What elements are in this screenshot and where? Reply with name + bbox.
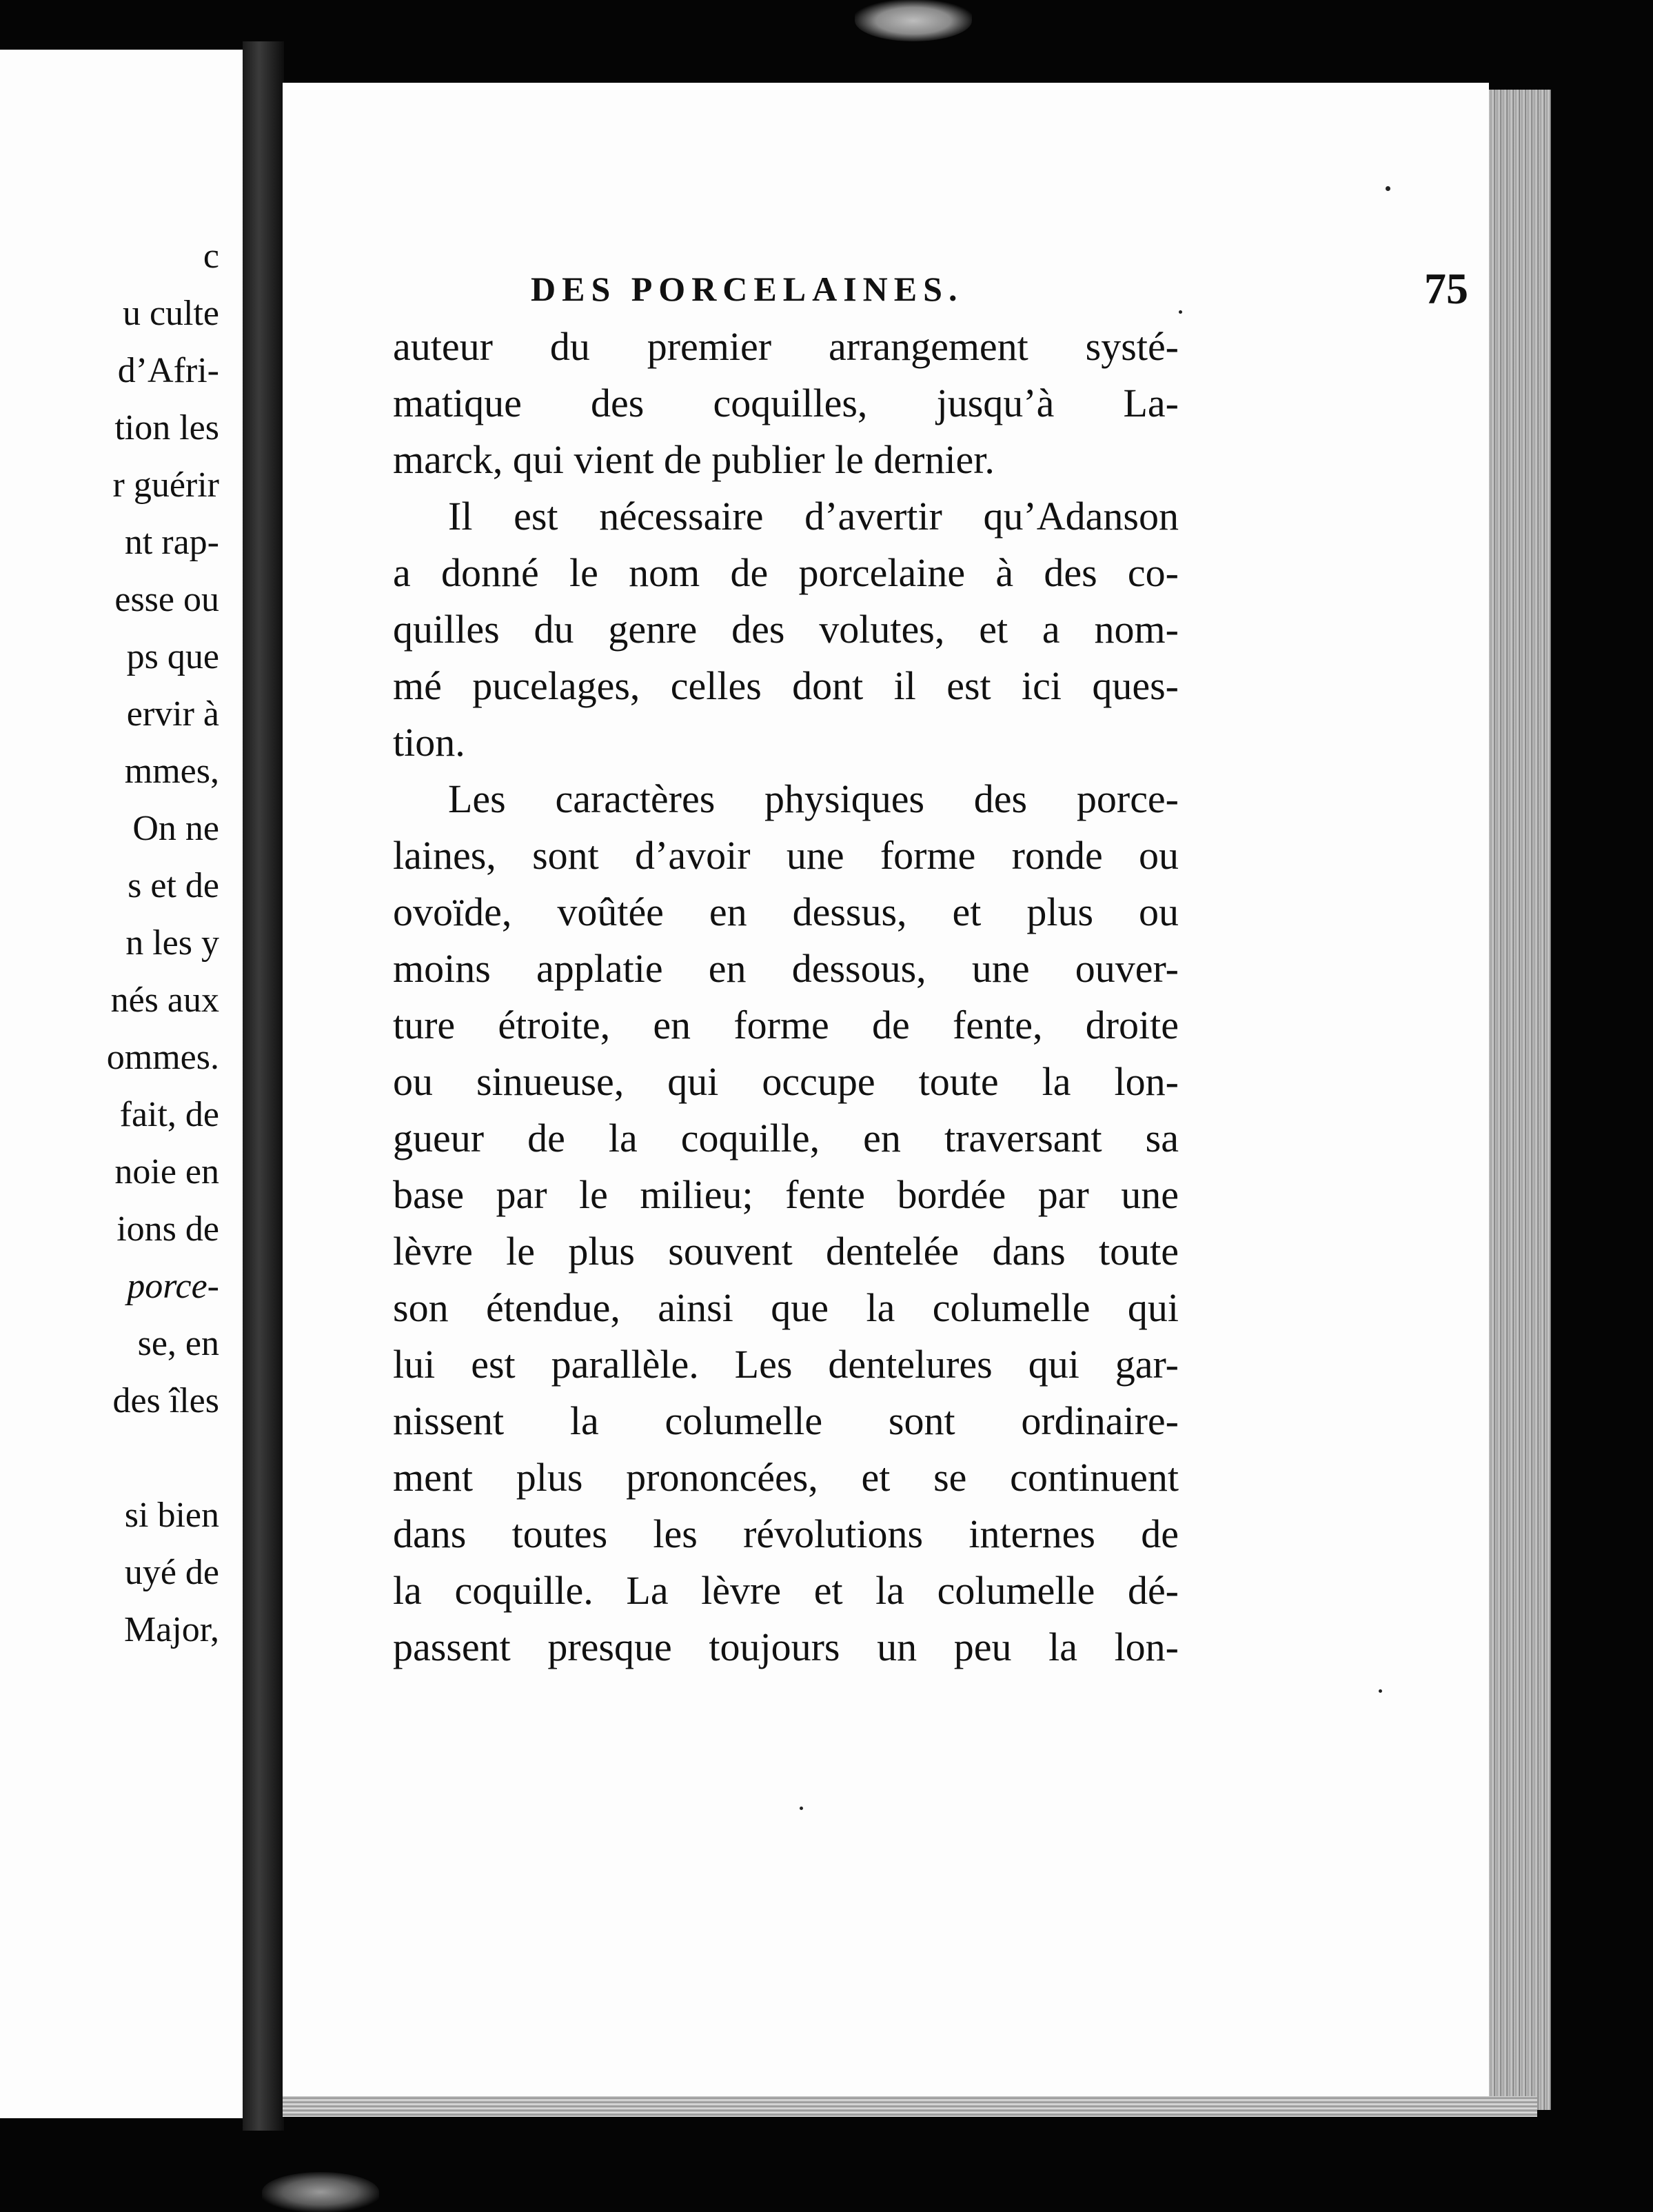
- text-line: la coquille. La lèvre et la columelle dé-: [393, 1568, 1179, 1613]
- left-line: ions de: [116, 1209, 219, 1249]
- text-line: matique des coquilles, jusqu’à La-: [393, 381, 1179, 425]
- left-line: ps que: [126, 637, 219, 676]
- text-line: nissent la columelle sont ordinaire-: [393, 1398, 1179, 1443]
- left-line: des îles: [112, 1381, 219, 1420]
- text-line: ou sinueuse, qui occupe toute la lon-: [393, 1059, 1179, 1104]
- text-line: lèvre le plus souvent dentelée dans toute: [393, 1229, 1179, 1274]
- text-line: marck, qui vient de publier le dernier.: [393, 437, 995, 482]
- text-line: quilles du genre des volutes, et a nom-: [393, 607, 1179, 652]
- ink-speck: [1179, 310, 1182, 314]
- left-line-blank: [0, 1429, 219, 1487]
- text-line: ture étroite, en forme de fente, droite: [393, 1003, 1179, 1047]
- text-line: Les caractères physiques des porce-: [448, 776, 1179, 821]
- text-line: laines, sont d’avoir une forme ronde ou: [393, 833, 1179, 878]
- left-line: r guérir: [112, 465, 219, 505]
- left-line: se, en: [137, 1324, 219, 1363]
- text-line: passent presque toujours un peu la lon-: [393, 1625, 1179, 1669]
- left-line: ommes.: [106, 1038, 219, 1077]
- clasp-artifact-bottom: [262, 2172, 379, 2212]
- clasp-artifact-top: [855, 0, 972, 41]
- left-line: si bien: [124, 1496, 219, 1535]
- right-page: [283, 83, 1489, 2103]
- text-line: a donné le nom de porcelaine à des co-: [393, 550, 1179, 595]
- text-line: lui est parallèle. Les dentelures qui gar-: [393, 1342, 1179, 1387]
- text-line: auteur du premier arrangement systé-: [393, 324, 1179, 369]
- left-line: u culte: [122, 294, 219, 333]
- left-line: On ne: [132, 809, 219, 848]
- book-gutter: [243, 41, 284, 2131]
- left-line: uyé de: [124, 1553, 219, 1592]
- left-line: fait, de: [119, 1095, 219, 1134]
- text-line: mé pucelages, celles dont il est ici ques-: [393, 663, 1179, 708]
- left-line: tion les: [114, 408, 219, 448]
- text-line: gueur de la coquille, en traversant sa: [393, 1116, 1179, 1160]
- text-line: son étendue, ainsi que la columelle qui: [393, 1285, 1179, 1330]
- left-line: Major,: [124, 1610, 219, 1649]
- left-line: d’Afri-: [117, 351, 219, 390]
- left-line: n les y: [125, 923, 219, 963]
- left-line: mmes,: [124, 752, 219, 791]
- left-line: s et de: [128, 866, 219, 905]
- text-line: dans toutes les révolutions internes de: [393, 1511, 1179, 1556]
- ink-speck: [1379, 1689, 1382, 1693]
- left-line: nt rap-: [124, 523, 219, 562]
- ink-speck: [800, 1807, 803, 1810]
- left-line: esse ou: [114, 580, 219, 619]
- text-line: Il est nécessaire d’avertir qu’Adanson: [448, 494, 1179, 539]
- left-line: nés aux: [110, 981, 219, 1020]
- text-line: ovoïde, voûtée en dessus, et plus ou: [393, 889, 1179, 934]
- text-line: moins applatie en dessous, une ouver-: [393, 946, 1179, 991]
- left-page: [0, 50, 250, 2118]
- page-number: 75: [1424, 264, 1468, 313]
- page-bottom-edge: [283, 2096, 1537, 2117]
- text-line: tion.: [393, 720, 465, 765]
- body-text: [393, 319, 1179, 1676]
- left-page-text: [0, 228, 219, 1658]
- text-line: ment plus prononcées, et se continuent: [393, 1455, 1179, 1500]
- running-title: DES PORCELAINES.: [531, 270, 964, 308]
- page-fore-edge: [1489, 90, 1551, 2110]
- left-line: noie en: [114, 1152, 219, 1192]
- left-line: ervir à: [126, 694, 219, 734]
- left-line: porce-: [127, 1267, 219, 1306]
- ink-speck: [1386, 186, 1390, 191]
- left-line: c: [203, 237, 219, 276]
- text-line: base par le milieu; fente bordée par une: [393, 1172, 1179, 1217]
